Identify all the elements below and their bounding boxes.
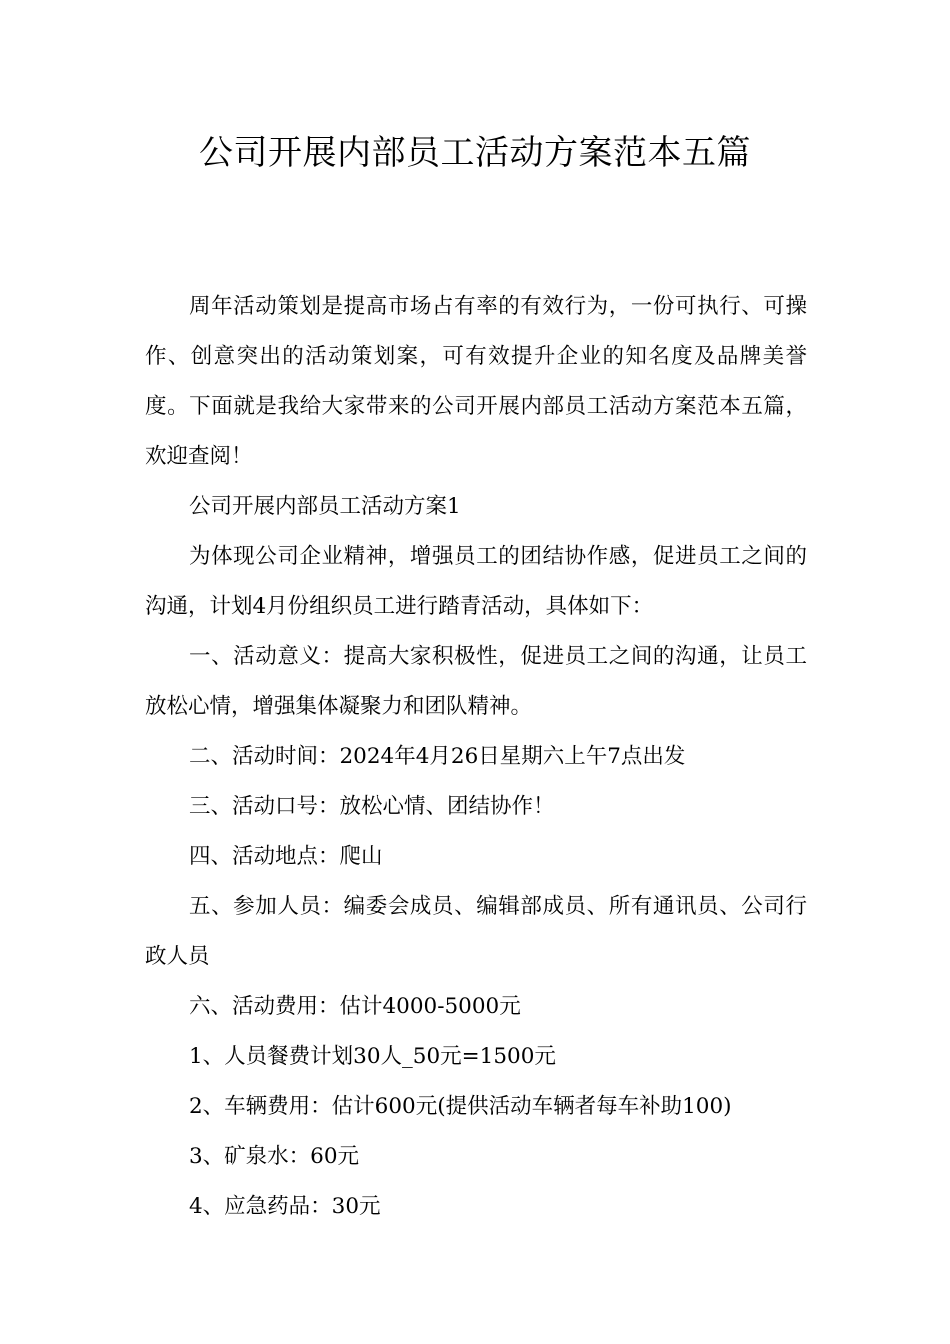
item-participants: 五、参加人员：编委会成员、编辑部成员、所有通讯员、公司行政人员 — [145, 894, 807, 969]
purpose-paragraph: 为体现公司企业精神，增强员工的团结协作感，促进员工之间的沟通，计划4月份组织员工进行踏青活动，具体如下： — [145, 544, 807, 619]
section-heading: 公司开展内部员工活动方案1 — [189, 494, 461, 519]
cost-medicine: 4、应急药品：30元 — [189, 1194, 381, 1219]
document-body — [145, 282, 807, 1232]
item-location: 四、活动地点：爬山 — [189, 844, 383, 869]
cost-meals: 1、人员餐费计划30人_50元=1500元 — [189, 1044, 556, 1069]
item-cost: 六、活动费用：估计4000-5000元 — [189, 994, 521, 1019]
item-significance: 一、活动意义：提高大家积极性，促进员工之间的沟通，让员工放松心情，增强集体凝聚力和团队精神。 — [145, 644, 807, 719]
document-title: 公司开展内部员工活动方案范本五篇 — [199, 133, 751, 173]
item-time: 二、活动时间：2024年4月26日星期六上午7点出发 — [189, 744, 686, 769]
item-slogan: 三、活动口号：放松心情、团结协作！ — [189, 794, 555, 819]
intro-paragraph: 周年活动策划是提高市场占有率的有效行为，一份可执行、可操作、创意突出的活动策划案，可有效提升企业的知名度及品牌美誉度。下面就是我给大家带来的公司开展内部员工活动方案范本五篇，欢迎查阅！ — [145, 294, 807, 469]
cost-water: 3、矿泉水：60元 — [189, 1144, 360, 1169]
cost-vehicles: 2、车辆费用：估计600元(提供活动车辆者每车补助100) — [189, 1094, 732, 1119]
